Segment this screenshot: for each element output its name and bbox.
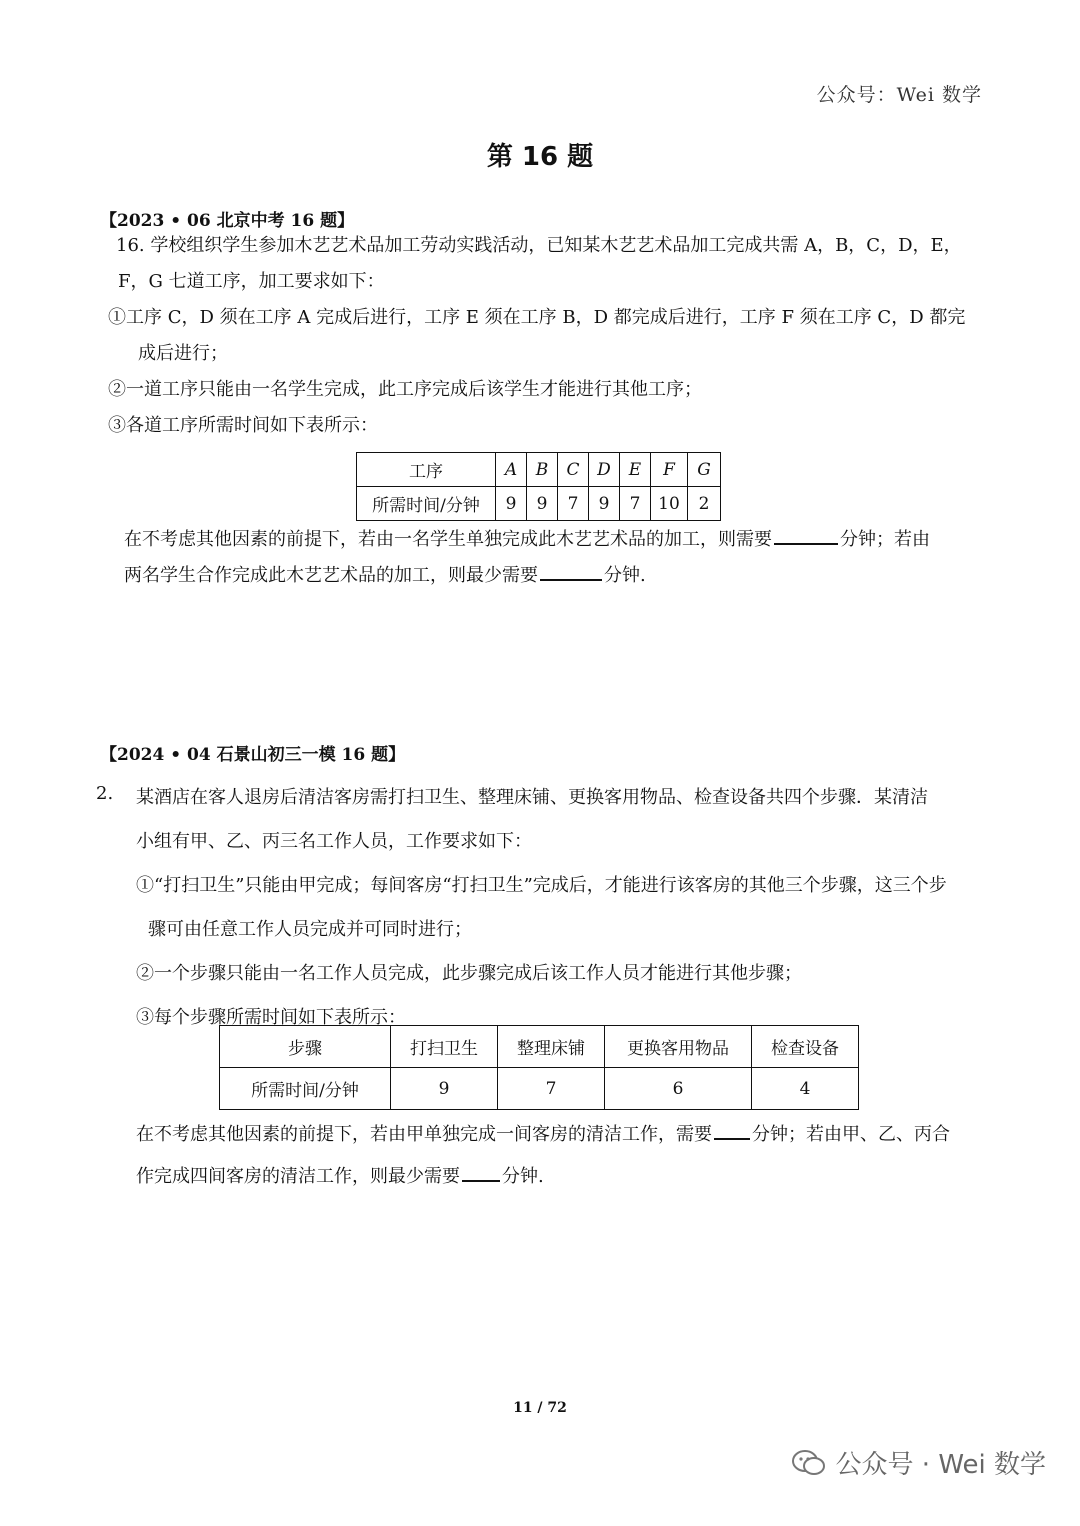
account-tag: 公众号：Wei 数学 <box>816 84 982 106</box>
problem2-cond1-line1: ①“打扫卫生”只能由甲完成；每间客房“打扫卫生”完成后，才能进行该客房的其他三个步骤，这三个步 <box>136 875 947 896</box>
table-row-header: 所需时间/分钟 <box>357 487 496 521</box>
watermark <box>792 1444 1046 1481</box>
question-text: 在不考虑其他因素的前提下，若由甲单独完成一间客房的清洁工作，需要 <box>136 1124 712 1145</box>
question-text: 在不考虑其他因素的前提下，若由一名学生单独完成此木艺艺术品的加工，则需要 <box>124 529 772 550</box>
problem2-cond3: ③每个步骤所需时间如下表所示： <box>136 1007 406 1028</box>
problem2-cond2: ②一个步骤只能由一名工作人员完成，此步骤完成后该工作人员才能进行其他步骤； <box>136 963 802 984</box>
problem2-question-line2 <box>136 1156 1006 1198</box>
problem2-source: 【2024 • 04 石景山初三一模 16 题】 <box>100 745 406 765</box>
table-cell: 9 <box>589 487 620 521</box>
page-title: 第 16 题 <box>486 142 594 172</box>
table-cell: 更换客用物品 <box>605 1026 752 1068</box>
problem1-question <box>124 522 1004 594</box>
table-cell: D <box>589 453 620 487</box>
table-cell: 7 <box>498 1068 605 1110</box>
wechat-icon <box>792 1449 826 1477</box>
table-cell: 7 <box>558 487 589 521</box>
problem2-cond1-line2: 骤可由任意工作人员完成并可同时进行； <box>148 919 472 940</box>
table-cell: 9 <box>527 487 558 521</box>
problem1-conditions <box>108 300 988 444</box>
problem1-body <box>116 228 996 300</box>
table-cell: G <box>688 453 721 487</box>
problem1-cond1-line2: 成后进行； <box>138 343 228 364</box>
table-cell: B <box>527 453 558 487</box>
question-text: 分钟. <box>502 1166 544 1187</box>
problem1-line2: F，G 七道工序，加工要求如下： <box>118 271 385 292</box>
problem1-line1: 16. 学校组织学生参加木艺艺术品加工劳动实践活动，已知某木艺艺术品加工完成共需 A，B，C，D，E， <box>116 235 962 256</box>
table-cell: C <box>558 453 589 487</box>
table-cell: 10 <box>651 487 688 521</box>
table-row-header: 步骤 <box>220 1026 391 1068</box>
table-row-header: 所需时间/分钟 <box>220 1068 391 1110</box>
problem1-cond1-line1: ①工序 C，D 须在工序 A 完成后进行，工序 E 须在工序 B，D 都完成后进行，工序 F 须在工序 C，D 都完 <box>108 307 966 328</box>
problem2-question <box>136 1114 1006 1198</box>
table-cell: F <box>651 453 688 487</box>
table-cell: 9 <box>391 1068 498 1110</box>
problem2-table <box>219 1025 859 1110</box>
table-cell: 7 <box>620 487 651 521</box>
table-cell: 6 <box>605 1068 752 1110</box>
table-cell: 2 <box>688 487 721 521</box>
table-row <box>357 487 721 521</box>
page-number: 11 / 72 <box>513 1400 567 1416</box>
answer-blank <box>462 1162 500 1182</box>
table-cell: A <box>496 453 527 487</box>
question-text: 作完成四间客房的清洁工作，则最少需要 <box>136 1166 460 1187</box>
table-row <box>357 453 721 487</box>
answer-blank <box>540 561 602 581</box>
question-text: 两名学生合作完成此木艺艺术品的加工，则最少需要 <box>124 565 538 586</box>
problem2-body <box>136 776 1006 1040</box>
problem2-number: 2. <box>96 783 114 804</box>
watermark-text: 公众号 · Wei 数学 <box>835 1450 1046 1480</box>
table-cell: E <box>620 453 651 487</box>
table-cell: 打扫卫生 <box>391 1026 498 1068</box>
problem1-table <box>356 452 721 521</box>
problem2-line2: 小组有甲、乙、丙三名工作人员，工作要求如下： <box>136 831 532 852</box>
table-cell: 整理床铺 <box>498 1026 605 1068</box>
problem2-line1: 某酒店在客人退房后清洁客房需打扫卫生、整理床铺、更换客用物品、检查设备共四个步骤．某清洁 <box>136 787 928 808</box>
question-text: 分钟. <box>604 565 646 586</box>
table-cell: 4 <box>752 1068 859 1110</box>
table-row-header: 工序 <box>357 453 496 487</box>
problem1-cond3: ③各道工序所需时间如下表所示： <box>108 415 378 436</box>
answer-blank <box>774 525 838 545</box>
problem2-question-line1 <box>136 1114 1006 1156</box>
table-cell: 检查设备 <box>752 1026 859 1068</box>
table-row <box>220 1068 859 1110</box>
question-text: 分钟；若由甲、乙、丙合 <box>752 1124 950 1145</box>
answer-blank <box>714 1120 750 1140</box>
problem1-cond2: ②一道工序只能由一名学生完成，此工序完成后该学生才能进行其他工序； <box>108 379 702 400</box>
problem1-source: 【2023 • 06 北京中考 16 题】 <box>100 211 355 231</box>
table-row <box>220 1026 859 1068</box>
problem1-question-line2 <box>124 558 1004 594</box>
table-cell: 9 <box>496 487 527 521</box>
question-text: 分钟；若由 <box>840 529 930 550</box>
problem1-question-line1 <box>124 522 1004 558</box>
